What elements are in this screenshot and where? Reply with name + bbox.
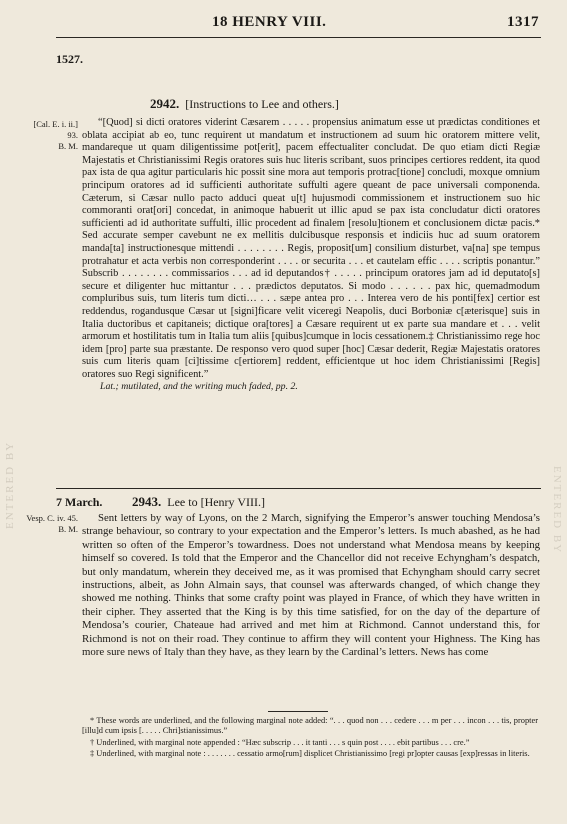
- entry-2943-date: 7 March.: [56, 495, 103, 509]
- footnotes: [82, 716, 538, 761]
- page-number: 1317: [507, 14, 539, 30]
- footnote: * These words are underlined, and the following marginal note added: “. . . quod non . . . cedere . . . m per . . . incon . . . tis, propter [illu]d cum ipsis [. . . . . Chri]stianissimus.”: [82, 716, 538, 736]
- entry-2943-heading: [132, 494, 265, 510]
- margin-reference: Vesp. C. iv. 45.: [26, 513, 78, 523]
- entry-number: 2943.: [132, 494, 162, 509]
- margin-repository: B. M.: [58, 524, 78, 534]
- footnote: ‡ Underlined, with marginal note : . . . . . . . cessatio armo[rum] displicet Christianissimo [regi pr]opter causas [exp]ressas in literis.: [90, 749, 530, 759]
- running-title: 18 HENRY VIII.: [212, 14, 327, 30]
- entry-2942-margin: [0, 119, 78, 152]
- library-stamp: ENTERED BY: [551, 465, 563, 555]
- footnote-rule: [268, 711, 328, 712]
- year-heading: 1527.: [56, 52, 83, 66]
- margin-folio: 93.: [67, 130, 78, 140]
- header-rule: [56, 37, 541, 38]
- entry-2942-body: [82, 117, 540, 394]
- margin-reference: [Cal. E. i. ii.]: [33, 119, 78, 129]
- running-head: [0, 10, 567, 34]
- entry-title: [Instructions to Lee and others.]: [185, 97, 339, 111]
- library-stamp: ENTERED BY: [4, 440, 16, 530]
- entry-separator: [56, 488, 541, 489]
- letter-summary: Sent letters by way of Lyons, on the 2 March, signifying the Emperor’s answer touching Mendosa’s strange behaviour, so contrary to your expectation and the Emperor’s letters. Is much abashed, as he had written so often of the Emperor’s towardness. Does not understand what Mendosa means by keeping himself so covered. Is told that the Emperor and the Chancellor did not receive Echyngham’s despatch, but only mandatum, wherein they deceived me, as it was promised that Echyngham should carry secret instructions, albeit, as John Almain says, that counsel was afterwards changed, of which change they showed me nothing. Thinks that some crafty point was played in France, of which they have written in their cipher. They asserted that the King is by this time satisfied, for on the day of the departure of Mendosa’s courier, Chateaue had arrived and met him at Richmond. Cannot understand this, for Richmond is not on their road. They continue to affirm they will content your Highness. The King has more sure news of Italy than they have, as they learn by the Cardinal’s letters. News has come: [82, 512, 540, 659]
- footnote: † Underlined, with marginal note appended : “Hæc subscrip . . . it tanti . . . s quin post . . . . ebit partibus . . . cre.”: [90, 737, 470, 747]
- entry-note: Lat.; mutilated, and the writing much faded, pp. 2.: [100, 381, 298, 393]
- entry-title: Lee to [Henry VIII.]: [167, 495, 265, 509]
- margin-repository: B. M.: [58, 141, 78, 151]
- entry-number: 2942.: [150, 96, 180, 111]
- latin-text: “[Quod] si dicti oratores viderint Cæsarem . . . . . propensius animatum esse ut prædictas conditiones et oblata accipiat ab eo, tunc requirent ut mandatum et instructionem ad suum hic oratorem mittere velit, mandareque ut quam diligentissime pot[erit], pacem effectualiter concludat. De quo etiam dicti Regiæ Majestatis et Christianissimi Regis oratores suis huc literis scribant, suos principes certiores reddent, ita quod pax ista de qua agitur particularis hic possit sine mora aut temporis protrac[tione] concludi, moxque omnium principum oratores ad id sufficienti authoritate suffulti agere queant de pace universali componenda. Cæterum, si Cæsar nullo pacto adduci queat u[t] hujusmodi commissionem et instructionem suo hic commoranti orat[ori] concedat, in animoque habuerit ut illic apud se pax ista concludatur dicti oratores sufficienti ad id authoritate suffulti, illic procedent ad finalem [resolu]tionem et conclusionem dictæ pacis.* Sed accurate semper cavebunt ne ex mellitis dulcibusque responsis et indiciis huc ad suum oratorem manda[ta] instructionesque mittendi . . . . . . . . Regis, proposit[um] consilium disturbet, va[na] spe tempus protrahatur et acta verbis non corresponderint . . . . or securita . . . et cautelam effic . . . . scriptis ponantur.” Subscrib . . . . . . . . commissarios . . . ad id deputandos† . . . . . principum oratores jam ad id deputato[s] secure et diligenter huc mittantur . . . prædictos deputatos. Si modo . . . . . . pax hic, quemadmodum compluribus suis, tum literis tum dicti… . . . sæpe antea pro . . . Interea vero de his ponti[fex] certior est reddendus, rogandusque Cæsar ut [signi]ficare velit viceregi Neapolis, duci Borboniæ c[æterisque] suis in Italia ductoribus et capitaneis; dictique ora[tores] a Cæsare requirent ut ex parte sua mandare et . . . velit armorum et hostilitatis tum in Italia tum aliis [quibus]cumque in locis cessationem.‡ Christianissimo rege hoc idem [pro] parte sua præstante. De responso vero quod super [hoc] Cæsar dederit, Regiæ Majestatis oratores suis cum literis quam [ci]tissime c[ertiorem] reddent, efficientque ut hoc idem Christianissimi [Regis] oratores suo Regi significent.”: [82, 117, 540, 380]
- entry-2943-body: [82, 512, 540, 659]
- entry-2942-heading: [150, 96, 339, 112]
